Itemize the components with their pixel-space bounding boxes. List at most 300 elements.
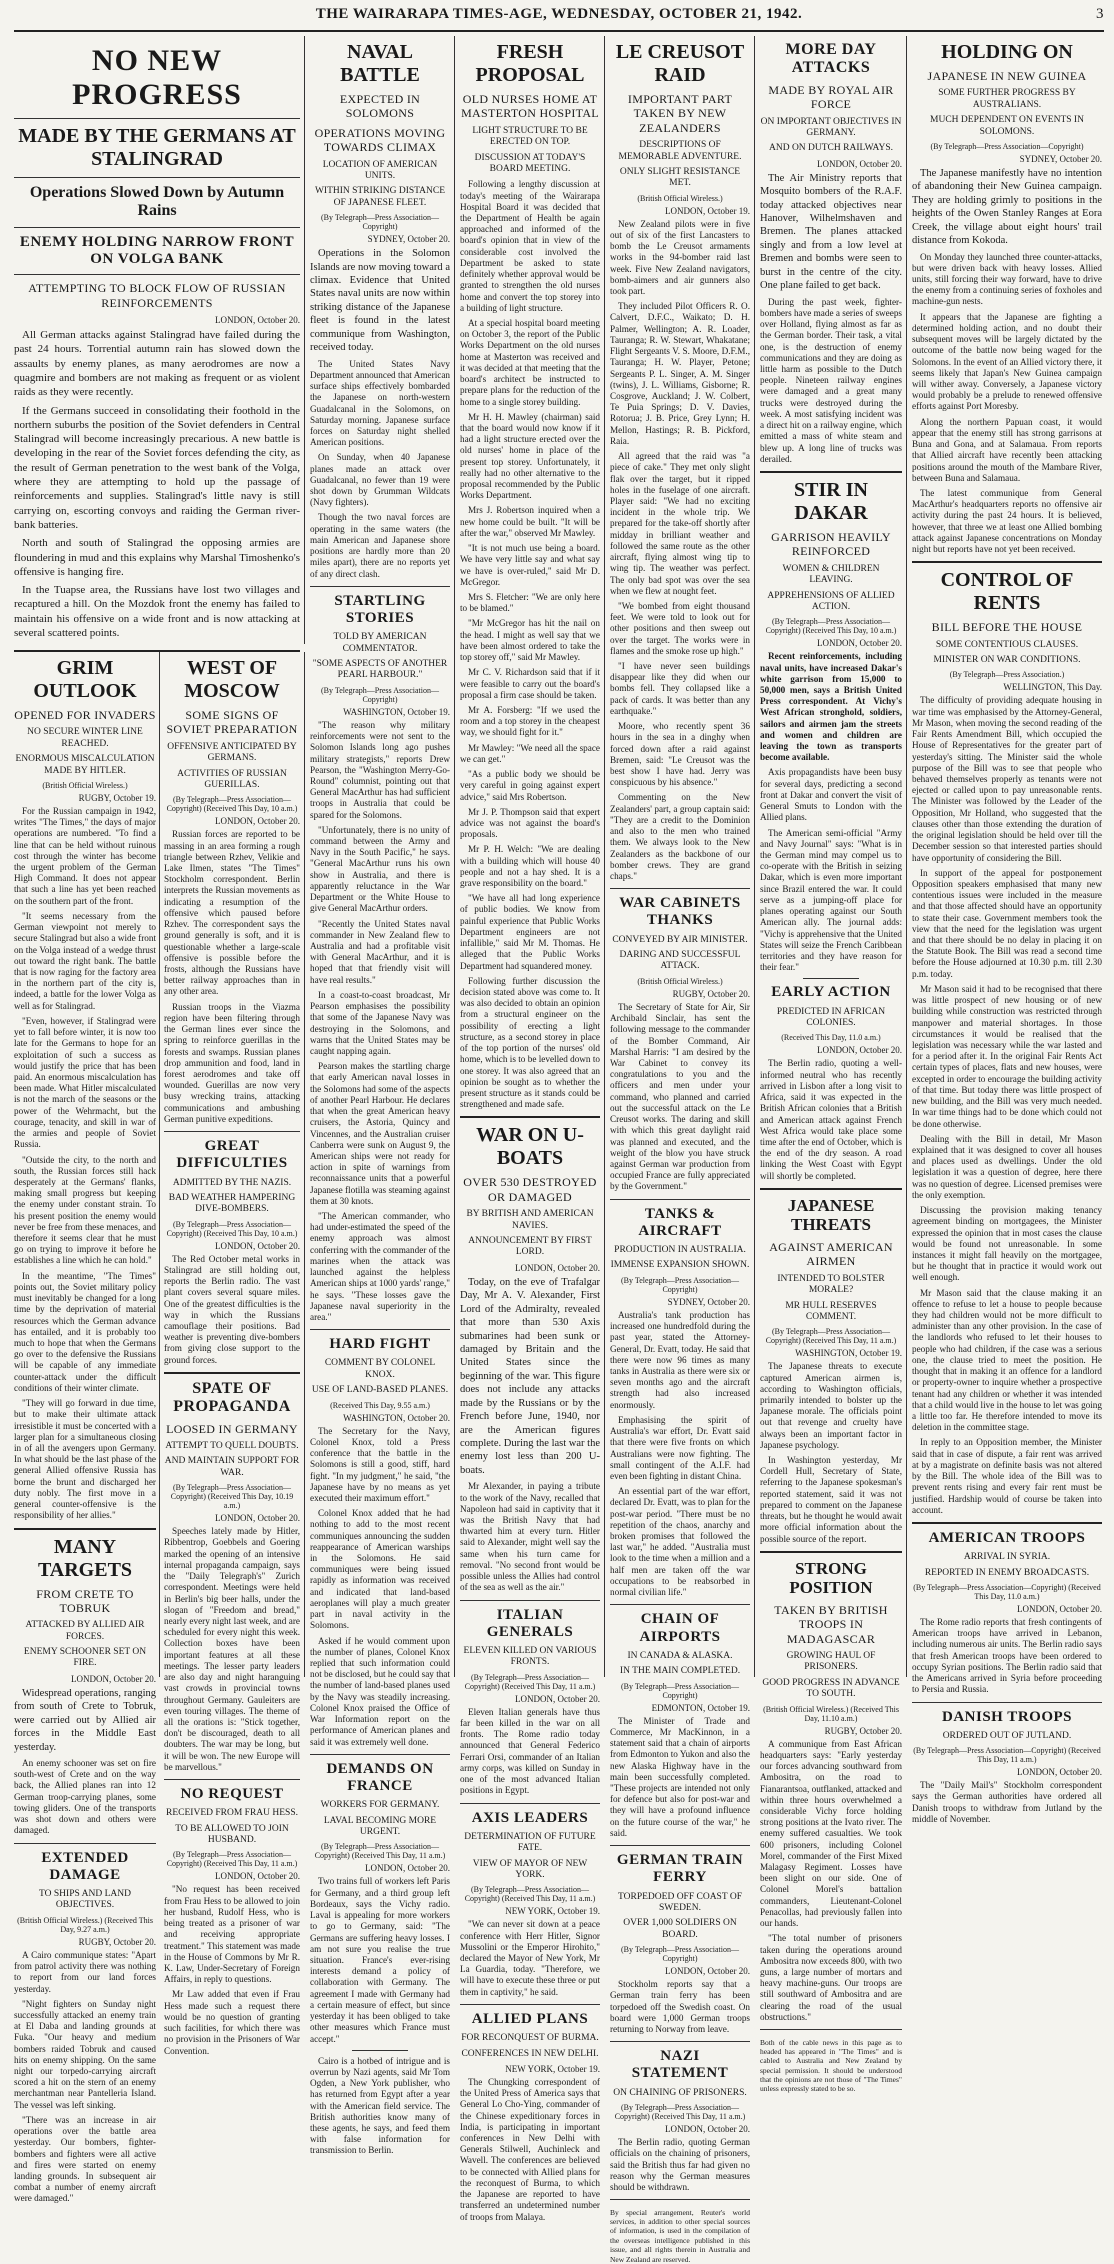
subheadline: TOLD BY AMERICAN COMMENTATOR. [333, 632, 427, 654]
paragraph: "Unfortunately, there is no unity of command between the Army and Navy in the South Pacific," he says. "General MacArthur runs his own show in Australia, and there is apparently reluctance in the War Department or the White House to give General MacArthur orders. [310, 824, 450, 914]
paragraph: "It is not much use being a board. We have very little say and what say we have is over-ruled," said Mr D. McGregor. [460, 543, 600, 587]
credit: (By Telegraph—Press Association—Copyright) (Received This Day, 11 a.m.) [913, 1746, 1101, 1765]
headline: ITALIAN GENERALS [486, 1606, 574, 1640]
paragraph: "Outside the city, to the north and south, the Russian forces still hack desperately at the Germans' flanks, making small progress but keeping the enemy under constant strain. To his present position the enemy would never be free from these menaces, and therefore it seems clear that he must go on trying to improve it before he establishes a line which he can hold." [14, 1154, 156, 1266]
dateline: LONDON, October 20. [1017, 1604, 1102, 1614]
paragraph: "Mr McGregor has hit the nail on the head. I might as well say that we have been almost ordered to take the top storey off," said Mr Mawley. [460, 618, 600, 663]
paragraph: Russian troops in the Viazma region have been filtering through the German lines ever since the spring to reinforce guerillas in the forests and swamps. Russian planes drop ammunition and food, land in forest aerodromes and take off wounded. Guerillas are now very busy wrecking trains, attacking communications and ambushing German punitive expeditions. [164, 1001, 300, 1124]
dateline: SYDNEY, October 20. [367, 234, 450, 245]
paragraph: "The total number of prisoners taken during the operations around Ambositra now exceeds 800, with two guns, a large number of mortars and heavy machine-guns. Our troops are still southward of Ambositra and are clearing the road of the usual obstructions." [760, 1933, 902, 2022]
divider [760, 1188, 902, 1190]
headline: JAPANESE THREATS [787, 1195, 875, 1235]
paragraph: They included Pilot Officers R. O. Calvert, D.F.C., Waikato; D. H. Palmer, Wellington; A. R. Loader, Tauranga; R. W. Stewart, Whakatane; Flight Sergeants V. S. Moore, D.F.M., Tauranga; H. W. Player, Petone; Sergeants P. L. Singer, A. M. Singer (twins), J. L. Williams, Gisborne; R. Cosgrove, Auckland; J. W. Colbert, Te Puia Springs; D. V. Davies, Rotorua; J. B. Price, Grey Lynn; H. Mellon, Hastings; R. B. Pickford, Raia. [610, 301, 750, 446]
dateline: WASHINGTON, October 19. [795, 1348, 902, 1359]
article-grid [14, 32, 1104, 2264]
subheadline: NO SECURE WINTER LINE REACHED. [27, 727, 143, 749]
subheadline: BAD WEATHER HAMPERING DIVE-BOMBERS. [168, 1192, 296, 1215]
subheadline: ARRIVAL IN SYRIA. [963, 1552, 1051, 1563]
subheadline: AND MAINTAIN SUPPORT FOR WAR. [164, 1456, 300, 1478]
paragraph: In a coast-to-coast broadcast, Mr Pearson emphasises the possibility that some of the Japanese Navy was destroying in the Solomons, and warns that the United States may be caught napping again. [310, 989, 450, 1056]
divider [610, 1845, 750, 1846]
subheadline: DARING AND SUCCESSFUL ATTACK. [619, 950, 741, 972]
paragraph: Speeches lately made by Hitler, Ribbentrop, Goebbels and Goering marked the opening of an intensive internal propaganda campaign, says the "Daily Telegraph's" Zurich correspondent. Meetings were held in Berlin's big beer halls, under the slogan of "Freedom and bread," nearly every night last week, and are scheduled for every night this week. Collection boxes have been important features at all these meetings. The lesser party leaders are also day and night haranguing vast crowds in provincial towns throughout Germany. Gauleiters are even touring villages. The theme of all the orations is: "Stick together, don't be discouraged, death to all doubters. The war may be long, but it will be won. The new Europe will be marvellous." [164, 1526, 300, 1772]
divider [610, 2199, 750, 2200]
paragraph: "We can never sit down at a peace conference with Herr Hitler, Signor Mussolini or the Emperor Hirohito," declared the Mayor of New York, Mr La Guardia, today. "Therefore, we will have to execute these three or put them in captivity," he said. [460, 1919, 600, 1997]
paragraph: "It seems necessary from the German viewpoint not merely to secure Stalingrad but also a wide front on the Volga instead of a wedge thrust out toward the right bank. The battle that is now raging for the factory area in the northern part of the city is, indeed, a battle for the lower Volga as well as for Stalingrad. [14, 910, 156, 1011]
column-rule [304, 652, 305, 1677]
paragraph: "Night fighters on Sunday night successfully attacked an enemy train at El Daba and landing grounds at Fuka. "Our heavy and medium bombers raided Tobruk and caused hits on enemy shipping. On the same night our torpedo-carrying aircraft scored a hit on the stern of an enemy merchantman near Pantelleria Island. The vessel was left sinking. [14, 1998, 156, 2110]
subheadline: MADE BY ROYAL AIR FORCE [768, 82, 894, 112]
subheadline: MADE BY THE GERMANS AT STALINGRAD [18, 125, 296, 170]
paragraph: "As a public body we should be very careful in going against expert advice," said Mrs Robertson. [460, 769, 600, 802]
paragraph: The American semi-official "Army and Navy Journal" says: "What is in the German mind may compel us to co-operate with the British in seizing Dakar, which is even more important since Brazil entered the war. It could serve as a jumping-off place for planes operating against our South American ally. The journal adds: "Vichy is apprehensive that the United States will seize the French Caribbean territories and they have reason for their fear." [760, 827, 902, 973]
credit: (By Telegraph—Press Association—Copyright) (Received This Day, 11.0 a.m.) [913, 1583, 1101, 1601]
divider [460, 1600, 600, 1601]
subheadline: SOME CONTENTIOUS CLAUSES. [935, 639, 1079, 650]
subheadline: INTENDED TO BOLSTER MORALE? [777, 1273, 885, 1296]
subheadline: ON CHAINING OF PRISONERS. [613, 2087, 747, 2098]
dateline: LONDON, October 20. [515, 1693, 600, 1704]
subheadline: FROM CRETE TO TOBRUK [36, 1586, 134, 1615]
divider [14, 227, 300, 228]
subheadline: ORDERED OUT OF JUTLAND. [942, 1730, 1072, 1741]
column-rule [159, 652, 160, 1677]
subheadline: ATTACKED BY ALLIED AIR FORCES. [25, 1620, 145, 1642]
headline: GRIM OUTLOOK [33, 657, 137, 702]
paragraph: Mrs J. Robertson inquired when a new home could be built. "It will be after the war," observed Mr Mawley. [460, 505, 600, 538]
headline: STIR IN DAKAR [794, 478, 868, 524]
paragraph: In reply to an Opposition member, the Minister said that in case of dispute, a fair rent was arrived at by a magistrate on definite basis was not altered by the Bill. The whole idea of the Bill was to prevent rents rising and every fair rent must be justified. Hardship would of course be taken into account. [912, 1437, 1102, 1515]
credit: (By Telegraph—Press Association—Copyright) (Received This Day, 11 a.m.) [314, 1842, 446, 1861]
column-6 [760, 36, 902, 2094]
divider [803, 978, 860, 979]
subheadline: AGAINST AMERICAN AIRMEN [769, 1239, 893, 1269]
headline: NO REQUEST [180, 1786, 284, 1803]
divider [352, 2050, 408, 2051]
subheadline: ACTIVITIES OF RUSSIAN GUERILLAS. [177, 768, 287, 790]
subheadline: OLD NURSES HOME AT MASTERTON HOSPITAL [461, 92, 599, 121]
paragraph: Moore, who recently spent 36 hours in the sea in a dinghy when forced down after a raid against Bremen, said: "Le Creusot was the best show I have had. Jerry was conspicuous by his absence." [610, 721, 750, 788]
subheadline: BILL BEFORE THE HOUSE [931, 620, 1083, 635]
credit: (By Telegraph—Press Association—Copyright) (Received This Day, 10 a.m.) [166, 795, 298, 814]
subheadline: ADMITTED BY THE NAZIS. [172, 1177, 292, 1188]
divider [912, 561, 1102, 563]
dateline: LONDON, October 19. [665, 205, 750, 216]
subheadline: WOMEN & CHILDREN LEAVING. [782, 563, 880, 586]
paragraph: The Air Ministry reports that Mosquito bombers of the R.A.F. today attacked objectives near Hanover, Wilhelmshaven and Bremen. The planes attacked singly and from a low level at Bremen and bombs were seen to burst in the centre of the city. One plane failed to get back. [760, 172, 902, 292]
subheadline: BY BRITISH AND AMERICAN NAVIES. [466, 1209, 594, 1231]
paragraph: "They will go forward in due time, but to make their ultimate attack irresistible it must be concerted with a larger plan for a simultaneous closing in of all the avengers upon Germany. In what should be the last phase of the general Allied offensive Russia has borne the brunt and discharged her duty nobly. The first move in a general counter-offensive is the responsibility of her allies." [14, 1398, 156, 1521]
paragraph: Emphasising the spirit of Australia's war effort, Dr. Evatt said that there were five fronts on which Australians were now fighting. The small contingent of the A.I.F. had even been fighting in distant China. [610, 1414, 750, 1481]
headline: STRONG POSITION [789, 1558, 873, 1598]
paragraph: Discussing the provision making tenancy agreement binding on mortgagees, the Minister expressed the opinion that in most cases the clause would be found not unreasonable. In some instances it might fall heavily on the mortgagee, but he thought that in practice it would work out well enough. [912, 1205, 1102, 1283]
paragraph: The "Daily Mail's" Stockholm correspondent says the German authorities have ordered all Danish troops to withdraw from Jutland by the middle of November. [912, 1780, 1102, 1824]
paragraph: The latest communique from General MacArthur's headquarters reports no offensive air activity during the past 24 hours. It is believed, however, that three we at least one Allied bombing attack against Japanese concentrations on Monday night but reports have not yet been received. [912, 487, 1102, 555]
credit: (By Telegraph—Press Association—Copyright) (Received This Day, 11 a.m.) [614, 2103, 746, 2122]
divider [610, 888, 750, 889]
subheadline: LOCATION OF AMERICAN UNITS. [322, 159, 438, 181]
credit: (By Telegraph—Press Association.) [949, 670, 1065, 680]
column-1-lower [14, 652, 156, 2204]
divider [164, 1131, 300, 1132]
subheadline: EXPECTED IN SOLOMONS [339, 92, 421, 121]
paragraph: "Even, however, if Stalingrad were yet to fall before winter, it is now too late for the Germans to hope for an exploitation of such a success as would justify the price that has been paid. An enormous miscalculation has been made. What Hitler miscalculated is not the march of the seasons or the power of the Wehrmacht, but the courage, tenacity, and skill in war of the armies and people of Soviet Russia. [14, 1015, 156, 1150]
paragraph: An enemy schooner was set on fire south-west of Crete and on the way back, the Allied planes ran into 12 German troop-carrying planes, some towing gliders. One of the transports was shot down and others were damaged. [14, 1758, 156, 1836]
column-rule [754, 36, 755, 1677]
paragraph: Mr Law added that even if Frau Hess made such a request there would be no question of granting such facilities, for which there was no provision in the Prisoners of War Convention. [164, 1989, 300, 2056]
subheadline: SOME FURTHER PROGRESS BY AUSTRALIANS. [938, 88, 1076, 110]
subheadline: SOME SIGNS OF SOVIET PREPARATION [166, 708, 298, 737]
credit: (British Official Wireless.) (Received This Day, 11.10 a.m.) [763, 1704, 899, 1723]
paragraph: The Japanese manifestly have no intention of abandoning their New Guinea campaign. They are holding grimly to positions in the heights of the Owen Stanley Ranges at Eora Creek, the village about eight hours' trail distance from Kokoda. [912, 167, 1102, 247]
subheadline: ON IMPORTANT OBJECTIVES IN GERMANY. [760, 116, 902, 138]
subheadline: IMMENSE EXPANSION SHOWN. [610, 1260, 750, 1271]
paragraph: "Recently the United States naval commander in New Zealand flew to Australia and had a profitable visit with General MacArthur, and it is hoped that that friendly visit will have real results." [310, 918, 450, 985]
dateline: RUGBY, October 20. [672, 988, 750, 999]
dateline: LONDON, October 20. [365, 1863, 450, 1874]
subheadline: IN CANADA & ALASKA. [627, 1650, 733, 1661]
divider [610, 1604, 750, 1605]
paragraph: The Japanese threats to execute captured American airmen is, according to Washington officials, primarily intended to bolster up the Japanese morale. The officials point out that revenge and cruelty have always been an important factor in Japanese psychology. [760, 1361, 902, 1450]
subheadline: REPORTED IN ENEMY BROADCASTS. [924, 1567, 1090, 1578]
paragraph: Mr A. Forsberg: "If we used the room and a top storey in the cheapest way, we should fight for it." [460, 704, 600, 738]
subheadline: WORKERS FOR GERMANY. [320, 1800, 440, 1811]
paragraph: Mr Mawley: "We need all the space we can get." [460, 742, 600, 764]
subheadline: PRODUCTION IN AUSTRALIA. [614, 1245, 746, 1256]
subheadline: IN THE MAIN COMPLETED. [619, 1666, 741, 1677]
subheadline: MINISTER ON WAR CONDITIONS. [933, 655, 1081, 666]
paragraph: Widespread operations, ranging from south of Crete to Tobruk, were carried out by Allied air forces in the Middle East yesterday. [14, 1687, 156, 1753]
divider [610, 1199, 750, 1200]
dateline: EDMONTON, October 19. [651, 1702, 750, 1713]
paragraph: Stockholm reports say that a German train ferry has been torpedoed off the Swedish coast. On board were 1,000 German troops returning to Norway from leave. [610, 1979, 750, 2034]
dateline: RUGBY, October 19. [78, 792, 156, 803]
paragraph: An essential part of the war effort, declared Dr. Evatt, was to plan for the post-war period. "There must be no repetition of the chaos, anarchy and broken promises that followed the last war," he added. "Australia must look to the time when a million and a half men are taken off the war occupations to be reabsorbed in normal civilian life." [610, 1486, 750, 1598]
paragraph: During the past week, fighter-bombers have made a series of sweeps over Holland, flying almost as far as the German border. Their task, a vital one, is the destruction of enemy communications and they are doing as little harm as possible to the Dutch people. Nineteen railway engines were damaged and a great many trucks were destroyed during the week. A most satisfying incident was a direct hit on a railway engine, which emitted a mass of white steam and blew up. A long line of trucks was derailed. [760, 296, 902, 464]
paragraph: North and south of Stalingrad the opposing armies are floundering in mud and this explains why Marshal Timoshenko's offensive is hanging fire. [14, 537, 300, 578]
credit: (British Official Wireless.) [637, 976, 723, 986]
paragraph: Colonel Knox added that he had nothing to add to the most recent communiques announcing the sudden reappearance of American warships in the Solomons. He said communiques were being issued rapidly as information was received and indicated that land-based aeroplanes will play a much greater part in naval activity in the Solomons. [310, 1508, 450, 1631]
headline: CHAIN OF AIRPORTS [639, 1611, 721, 1645]
dateline: LONDON, October 20. [71, 1673, 156, 1684]
headline: GREAT DIFFICULTIES [176, 1138, 288, 1172]
paragraph: Along the northern Papuan coast, it would appear that the enemy still has strong garrisons at Buna and Gona, and at Salamaua. From reports that Allied aircraft have recently been attacking positions around the mouth of the Mambare River, between Buna and Salamaua. [912, 416, 1102, 483]
dateline: LONDON, October 20. [665, 2124, 750, 2135]
subheadline: OVER 530 DESTROYED OR DAMAGED [463, 1175, 597, 1204]
paragraph: Operations in the Solomon Islands are now moving toward a climax. Evidence that United States naval units are now within striking distance of the Japanese fleet is found in the latest communique from Washington, received today. [310, 248, 450, 354]
divider [460, 1803, 600, 1804]
paragraph: Mrs S. Fletcher: "We are only here to be blamed." [460, 592, 600, 614]
headline: DANISH TROOPS [941, 1708, 1072, 1725]
divider [14, 274, 300, 275]
subheadline: JAPANESE IN NEW GUINEA [927, 69, 1087, 83]
column-3 [310, 36, 450, 2156]
headline: NAVAL BATTLE [340, 41, 420, 86]
column-rule [906, 36, 907, 1677]
paragraph: Mr C. V. Richardson said that if it were feasible to carry out the board's proposal a firm case should be taken. [460, 667, 600, 700]
paragraph: Cairo is a hotbed of intrigue and is overrun by Nazi agents, said Mr Tom Ogden, a New York publisher, who has returned from Egypt after a year with the American field service. The British authorities know many of these agents, he says, and feed them with false information for transmission to Berlin. [310, 2055, 450, 2156]
dateline: LONDON, October 20. [515, 1262, 600, 1273]
subheadline: FOR RECONQUEST OF BURMA. [461, 2033, 599, 2044]
paragraph: For the Russian campaign in 1942, writes "The Times," the days of major operations are numbered. "To find a line that can be held without ruinous cost through the winter has become the urgent problem of the German High Command. It does not appear that such a line has yet been reached on the southern part of the front. [14, 805, 156, 906]
paragraph: All German attacks against Stalingrad have failed during the past 24 hours. Torrential autumn rain has slowed down the assaults by enemy planes, as many aerodromes are now a quagmire and bombers are not making as frequent or as violent raids as they were recently. [14, 329, 300, 399]
headline: WAR CABINETS THANKS [619, 895, 741, 929]
paragraph: "No request has been received from Frau Hess to be allowed to join her husband, Rudolf Hess, who is being treated as a prisoner of war and receiving appropriate treatment." This statement was made in the House of Commons by Mr R. K. Law, Under-Secretary of Foreign Affairs, in reply to questions. [164, 1884, 300, 1985]
headline: MORE DAY ATTACKS [785, 41, 877, 77]
paragraph: The Red October metal works in Stalingrad are still holding out, reports the Berlin radio. The vast plant covers several square miles. One of the greatest difficulties is the way in which the Russians camouflage their positions. Bad weather is preventing dive-bombers from giving close support to the ground forces. [164, 1253, 300, 1365]
paragraph: Dealing with the Bill in detail, Mr Mason explained that it was designed to cover all houses and places used as dwellings. Under the old legislation it was a question of degree, here there was no question of degree. Licensed premises were the only exemption. [912, 1133, 1102, 1200]
divider [460, 1116, 600, 1118]
headline: NAZI STATEMENT [631, 2048, 729, 2082]
subheadline: "SOME ASPECTS OF ANOTHER PEARL HARBOUR." [312, 659, 448, 681]
subheadline: AND ON DUTCH RAILWAYS. [768, 143, 894, 154]
divider [310, 1754, 450, 1755]
headline: TANKS & AIRCRAFT [638, 1205, 722, 1239]
credit: (By Telegraph—Press Association—Copyright) [930, 141, 1084, 151]
page-number: 3 [1096, 6, 1104, 22]
column-4 [460, 36, 600, 2222]
subheadline: DESCRIPTIONS OF MEMORABLE ADVENTURE. [618, 140, 742, 162]
headline: FRESH PROPOSAL [475, 41, 585, 86]
dateline: LONDON, October 20. [215, 1240, 300, 1251]
paragraph: Mr Mason said that the clause making it an offence to refuse to let a house to people because they had children would not be more difficult to administer than any other provision. In the case of the landlords who refused to let their houses to people who had children, if the case was a serious one, the clause tried to meet the position. He thought that in making it an offence for a landlord or property-owner to inquire whether a prospective tenant had any children or whether it was intended that a child would live in the house to let was going a little too far. He therefore intended to move its deletion in the committee stage. [912, 1287, 1102, 1433]
divider [760, 1551, 902, 1553]
divider [610, 2041, 750, 2042]
credit: (By Telegraph—Press Association—Copyright) [321, 213, 439, 232]
paragraph: The Rome radio reports that fresh contingents of American troops have arrived in Lebanon, including numerous air units. The Berlin radio says that fresh American troops have been ordered to occupy Syrian positions. The Berlin radio said that the Americans arrived in Syria before proceeding to Persia and Russia. [912, 1617, 1102, 1695]
paragraph: Following a lengthy discussion at today's meeting of the Wairarapa Hospital Board it was decided that the Department of Health be again approached and informed of the board's opinion that in view of the considerable cost involved the Department be asked to state definitely whether approval would be granted to strengthen the old nurses home and convert the top storey into a building of light structure. [460, 179, 600, 313]
subheadline: ATTEMPTING TO BLOCK FLOW OF RUSSIAN REINFORCEMENTS [28, 281, 286, 310]
paragraph: A communique from East African headquarters says: "Early yesterday our forces advancing southward from Ambositra, on the road to Fianarantsoa, outflanked, attacked and within three hours overwhelmed a considerable Vichy force holding strong positions at the Ivato river. The enemy suffered casualties. We took 600 prisoners, including Colonel Morel, commander of the First Mixed Malagasy Regiment. Losses have been slight on our side. One of Colonel Morel's battalion commanders, Lieutenant-Colonel Penacollas, had previously fallen into our hands. [760, 1738, 902, 1929]
paragraph: A Cairo communique states: "Apart from patrol activity there was nothing to report from our land forces yesterday. [14, 1949, 156, 1994]
subheadline: Operations Slowed Down by Autumn Rains [29, 184, 285, 220]
subheadline: ENORMOUS MISCALCULATION MADE BY HITLER. [15, 754, 155, 776]
paragraph: On Sunday, when 40 Japanese planes made an attack over Guadalcanal, no fewer than 19 were shot down by Grumman Wildcats (Navy fighters). [310, 452, 450, 508]
divider [310, 1329, 450, 1330]
headline: ALLIED PLANS [471, 2010, 589, 2027]
credit: (By Telegraph—Press Association—Copyright) (Received This Day, 11 a.m.) [464, 1885, 596, 1904]
dateline: SYDNEY, October 20. [667, 1296, 750, 1307]
subheadline: TAKEN BY BRITISH TROOPS IN MADAGASCAR [774, 1602, 888, 1646]
credit: (By Telegraph—Press Association—Copyright) (Received This Day, 10 a.m.) [166, 1219, 298, 1238]
subheadline: MR HULL RESERVES COMMENT. [785, 1300, 877, 1322]
subheadline: OFFENSIVE ANTICIPATED BY GERMANS. [167, 741, 297, 764]
headline: MANY TARGETS [37, 1535, 133, 1581]
paragraph: The Minister of Trade and Commerce, Mr MacKinnon, in a statement said that a chain of airports from Edmonton to Yukon and also the new Alaska Highway have in the main been successfully completed. "These projects are intended not only for defence but also for post-war and they will have a profound influence on the future course of the war," he said. [610, 1715, 751, 1838]
subheadline: WITHIN STRIKING DISTANCE OF JAPANESE FLEET. [314, 186, 446, 208]
credit: (British Official Wireless.) [637, 193, 723, 203]
paragraph: "I have never seen buildings disappear like they did when our bombs fell. They collapsed like a pack of cards. It was better than any earthquake." [610, 661, 750, 716]
credit: (British Official Wireless.) (Received This Day, 9.27 a.m.) [17, 1915, 153, 1934]
paragraph: Following further discussion the decision stated above was come to. It was also decided to obtain an opinion from a structural engineer on the possibility of erecting a light structure, as a second storey in place of the top portion of the nurses' old home, which is to be levelled down to one storey. It was also agreed that an opinion be sought as to whether the present structure as it stands could be strengthened and made safe. [460, 975, 600, 1110]
subheadline: ENEMY HOLDING NARROW FRONT ON VOLGA BANK [19, 233, 295, 268]
headline: NO NEW PROGRESS [72, 44, 242, 111]
column-rule [304, 36, 305, 644]
credit: (By Telegraph—Press Association—Copyright) [621, 1945, 739, 1964]
divider [164, 1372, 300, 1374]
credit: (By Telegraph—Press Association—Copyright) [621, 1681, 739, 1700]
headline: STARTLING STORIES [334, 592, 426, 627]
dateline: LONDON, October 20. [817, 158, 902, 169]
subheadline: DISCUSSION AT TODAY'S BOARD MEETING. [474, 152, 586, 174]
subheadline: MUCH DEPENDENT ON EVENTS IN SOLOMONS. [930, 115, 1084, 137]
subheadline: CONFERENCES IN NEW DELHI. [461, 2048, 599, 2059]
paragraph: If the Germans succeed in consolidating their foothold in the northern suburbs the position of the Soviet defenders in Central Stalingrad will become increasingly precarious. A new battle is developing in the rear of the Soviet forces defending the city, as the result of German penetration to the west bank of the Volga, where they are attempting to hold up the passage of reinforcements and supplies. Stalingrad's little navy is still carrying on, escorting convoys and raiding the German river-bank batteries. [14, 404, 300, 531]
subheadline: COMMENT BY COLONEL KNOX. [324, 1358, 436, 1380]
paragraph: "We have all had long experience of public bodies. We know from painful experience that Public Works Department engineers are not infallible," said Mr M. Thomas. He alleged that the Public Works Department had squandered money. [460, 893, 600, 971]
headline: SPATE OF PROPAGANDA [173, 1379, 291, 1416]
subheadline: LIGHT STRUCTURE TO BE ERECTED ON TOP. [472, 125, 588, 148]
paragraph: New Zealand pilots were in five out of six of the first Lancasters to bomb the Le Creusot armaments works in the 94-bomber raid last week. Five New Zealand navigators, bomb-aimers and air gunners also took part. [610, 218, 750, 297]
dateline: SYDNEY, October 20. [1019, 153, 1102, 164]
paragraph: The Berlin radio, quoting German officials on the chaining of prisoners, said the British thus far had given no reason why the German measures should be withdrawn. [610, 2137, 750, 2192]
paragraph: At a special hospital board meeting on October 3, the report of the Public Works Department on the old nurses home at Masterton was received and it was decided at that meeting that the board's architect be instructed to prepare plans for the reduction of the home to a single storey building. [460, 317, 600, 407]
paragraph: All agreed that the raid was "a piece of cake." They met only slight flak over the target, but it ripped holes in the fuselage of one aircraft. Player said: "We had no exciting incident in the whole trip. We prepared for the take-off shortly after midday in brilliant weather and followed the same route as the other aircraft, flying almost wing tip to wing tip. The weather was perfect. The only bad spot was over the sea when we flew at nought feet. [610, 451, 750, 596]
paragraph: Pearson makes the startling charge that early American naval losses in the Solomons had some of the aspects of another Pearl Harbour. He declares that when the great American heavy cruisers, the Astoria, Quincy and Vincennes, and the Australian cruiser Canberra were sunk on August 9, the American ships were not ready for action in spite of warnings from reconnaissance units that a powerful Japanese flotilla was steaming against them at 30 knots. [310, 1061, 450, 1206]
paragraph: Asked if he would comment upon the number of planes, Colonel Knox replied that such information could not be disclosed, but he could say that the number of land-based planes used by the Navy was steadily increasing. Colonel Knox praised the Office of War Information report on the performance of American planes and said it was extremely well done. [310, 1635, 450, 1747]
credit: (By Telegraph—Press Association—Copyright) (Received This Day, 10.19 a.m.) [170, 1483, 294, 1511]
paragraph: Though the two naval forces are operating in the same waters (the main American and Japanese shore positions are hardly more than 20 miles apart), there are no reports yet of any direct clash. [310, 512, 450, 579]
dateline: LONDON, October 20. [665, 1966, 750, 1977]
divider [14, 118, 300, 119]
headline: HARD FIGHT [329, 1336, 431, 1353]
paragraph: Mr J. P. Thompson said that expert advice was not against the board's proposals. [460, 806, 600, 840]
paragraph: The United States Navy Department announced that American surface ships effectively bombarded the Japanese on north-western Guadalcanal in the Solomons, on Saturday morning. Japanese surface forces on Saturday night shelled American positions. [310, 358, 450, 448]
masthead [14, 6, 1104, 32]
paragraph: Today, on the eve of Trafalgar Day, Mr A. V. Alexander, First Lord of the Admiralty, revealed that more than 530 Axis submarines had been sunk or damaged by Britain and the United States since the beginning of the war. This figure does not include any attacks made by the Russians or by the French before June, 1940, nor are the American figures complete. During the last war the enemy lost less than 200 U-boats. [460, 1276, 600, 1476]
paragraph: Mr Alexander, in paying a tribute to the work of the Navy, recalled that Napoleon had said in captivity that it was the British Navy that had thwarted him at every turn. Hitler said to Alexander, might well say the same when his turn came for removal. "No second front would be possible unless the Allies had control of the sea as well as the air." [460, 1481, 600, 1593]
paragraph: In the meantime, "The Times" points out, the Soviet military policy must inevitably be changed for a long time by the deprivation of material resources which the German advance has entailed, and it is probably too much to hope that when the Germans go over to the defensive the Russians will be capable of any immediate counter-attack under the difficult conditions of their winter climate. [14, 1270, 156, 1393]
divider [912, 1522, 1102, 1524]
paragraph: "The reason why military reinforcements were not sent to the Solomon Islands long ago pushes military strategists," reports Drew Pearson, the "Washington Merry-Go-Round" columnist, pointing out that General MacArthur has had sufficient troops in Australia that could be spared for the Solomons. [310, 719, 450, 820]
dateline: WELLINGTON, This Day. [1003, 682, 1102, 693]
paragraph: "The American commander, who had under-estimated the speed of the enemy approach was almost conferring with the commander of the marines when the attack was launched against the helpless American ships at 1000 yards' range," he says. "These losses gave the Japanese naval superiority in the area." [310, 1211, 450, 1322]
dateline: LONDON, October 20. [215, 315, 300, 326]
subheadline: ONLY SLIGHT RESISTANCE MET. [619, 166, 741, 189]
divider [14, 177, 300, 178]
headline: AXIS LEADERS [471, 1809, 589, 1826]
divider [310, 586, 450, 587]
dateline: WASHINGTON, October 20. [343, 1412, 450, 1423]
divider [760, 2029, 902, 2030]
subheadline: TO SHIPS AND LAND OBJECTIVES. [39, 1889, 131, 1911]
paragraph: Australia's tank production has increased one hundredfold during the past year, stated the Attorney-General, Dr. Evatt, today. He said that there were now 96 times as many tanks in Australia as there were six or seven months ago and the aircraft strength had also increased enormously. [610, 1309, 750, 1410]
subheadline: LOOSED IN GERMANY [166, 1421, 298, 1436]
paragraph: "We bombed from eight thousand feet. We were told to look out for other positions and then sweep out over the target. The works were in flames and the smoke rose up high." [610, 600, 750, 656]
paragraph: Recent reinforcements, including naval units, have increased Dakar's white garrison from 15,000 to 50,000 men, says a British United Press correspondent. At Vichy's West African stronghold, soldiers, sailors and airmen jam the streets and women and children are leaving the town as transports become available. [760, 651, 902, 763]
divider [912, 1702, 1102, 1703]
dateline: LONDON, October 20. [215, 816, 300, 827]
dateline: LONDON, October 20. [1017, 1767, 1102, 1778]
headline: CONTROL OF RENTS [940, 569, 1074, 615]
divider [164, 1779, 300, 1780]
subheadline: PREDICTED IN AFRICAN COLONIES. [776, 1006, 886, 1029]
divider [14, 1528, 156, 1530]
masthead-title: THE WAIRARAPA TIMES-AGE, WEDNESDAY, OCTOBER 21, 1942. [315, 6, 803, 22]
article-stalingrad [14, 36, 300, 642]
paragraph: Commenting on the New Zealanders' part, a group captain said: "They are a credit to the Dominion and also to the men who trained them. We always look to the New Zealanders as the backbone of our bomber crews. They are grand chaps." [610, 792, 750, 881]
dateline: LONDON, October 20. [817, 1045, 902, 1056]
paragraph: Axis propagandists have been busy for several days, predicting a second front at Dakar and convert the visit of General Smuts to London with the Allied plans. [760, 767, 902, 823]
dateline: LONDON, October 20. [817, 638, 902, 649]
footnote: By special arrangement, Reuter's world services, in addition to other special sources of information, is used in the compilation of the overseas intelligence published in this issue, and all rights therein in Australia and New Zealand are reserved. [610, 2207, 750, 2264]
headline: EXTENDED DAMAGE [41, 1849, 129, 1883]
subheadline: OVER 1,000 SOLDIERS ON BOARD. [623, 1918, 737, 1940]
footnote: Both of the cable news in this page as to headed has appeared in "The Times" and is cabled to Australia and New Zealand by special permission. It should be understood that the opinions are not those of "The Times" unless expressly stated to be so. [760, 2037, 902, 2094]
divider [14, 1843, 156, 1844]
subheadline: TO BE ALLOWED TO JOIN HUSBAND. [175, 1823, 289, 1846]
subheadline: IMPORTANT PART TAKEN BY NEW ZEALANDERS [627, 92, 733, 135]
headline: EARLY ACTION [771, 984, 891, 1001]
subheadline: GROWING HAUL OF PRISONERS. [786, 1651, 876, 1673]
dateline: RUGBY, October 20. [824, 1725, 902, 1736]
credit: (Received This Day, 9.55 a.m.) [330, 1400, 430, 1410]
credit: (By Telegraph—Press Association—Copyright) (Received This Day, 10 a.m.) [765, 617, 897, 636]
credit: (By Telegraph—Press Association—Copyright) [321, 685, 439, 704]
credit: (By Telegraph—Press Association—Copyright) (Received This Day, 11 a.m.) [166, 1850, 298, 1869]
subheadline: APPREHENSIONS OF ALLIED ACTION. [767, 590, 895, 612]
paragraph: Russian forces are reported to be massing in an area forming a rough triangle between Rzhev, Velikie and Lake Ilmen, states "The Times" Stockholm correspondent. Berlin interprets the Russian movements as indicating a resumption of the offensive which paused before Rzhev. The correspondent says the ground generally is soft, and it is questionable whether a large-scale offensive is possible before the frosts, although the Russians have better railway approaches than in any other area. [164, 829, 300, 997]
divider [460, 2004, 600, 2005]
subheadline: GOOD PROGRESS IN ADVANCE TO SOUTH. [762, 1677, 900, 1700]
dateline: WASHINGTON, October 19. [343, 706, 450, 717]
headline: HOLDING ON [941, 41, 1073, 63]
paragraph: The Secretary of State for Air, Sir Archibald Sinclair, has sent the following message to the commander of the Bomber Command, Air Marshal Harris: "I am desired by the War Cabinet to convey its congratulations to you and the officers and men under your command, who planned and carried out the successful attack on the Le Creusot works. The daring and skill with which this great daylight raid was planned and executed, and the weight of the blow you have struck against German war production from occupied France are fully appreciated by the Government." [610, 1001, 750, 1192]
dateline: NEW YORK, October 19. [505, 2063, 600, 2074]
column-rule [604, 36, 605, 1677]
subheadline: ATTEMPT TO QUELL DOUBTS. [165, 1441, 299, 1452]
paragraph: Eleven Italian generals have thus far been killed in the war on all fronts. The Rome radio today announced that General Federico Ferrari Orsi, commander of an Italian army corps, was killed on Sunday in one of the most advanced Italian positions in Egypt. [460, 1706, 600, 1796]
paragraph: In the Tuapse area, the Russians have lost two villages and recaptured a hill. On the Mozdok front the enemy has failed to maintain his offensive on a wide front and is now attacking at several scattered points. [14, 584, 300, 639]
credit: (British Official Wireless.) [42, 780, 128, 790]
dateline: LONDON, October 20. [215, 1871, 300, 1882]
paragraph: The Chungking correspondent of the United Press of America says that General Lo Cho-Ying, commander of the Chinese expeditionary forces in India, is participating in important conferences in New Delhi with Generals Stilwell, Auchinleck and Wavell. The conferences are believed to be connected with Allied plans for the reconquest of Burma, to which the Japanese are reported to have transferred an undetermined number of troops from Malaya. [460, 2076, 600, 2222]
headline: GERMAN TRAIN FERRY [616, 1852, 744, 1886]
dateline: NEW YORK, October 19. [505, 1906, 600, 1917]
subheadline: RECEIVED FROM FRAU HESS. [166, 1808, 298, 1819]
headline: WEST OF MOSCOW [184, 657, 280, 702]
subheadline: OPERATIONS MOVING TOWARDS CLIMAX [314, 125, 446, 155]
divider [760, 471, 902, 473]
subheadline: ELEVEN KILLED ON VARIOUS FRONTS. [463, 1646, 597, 1668]
subheadline: TORPEDOED OFF COAST OF SWEDEN. [618, 1891, 742, 1913]
subheadline: ENEMY SCHOONER SET ON FIRE. [23, 1647, 147, 1669]
subheadline: LAVAL BECOMING MORE URGENT. [323, 1815, 437, 1838]
paragraph: "There was an increase in air operations over the battle area yesterday. Our bombers, fighter-bombers and fighters were all active and fires were started on enemy landing grounds. In subsequent air combat a number of enemy aircraft were damaged." [14, 2114, 156, 2204]
dateline: RUGBY, October 20. [78, 1936, 156, 1947]
paragraph: On Monday they launched three counter-attacks, but were driven back with heavy losses. Allied units, still forcing their way forward, have to drive the enemy from a continuing series of foxholes and machine-gun nests. [912, 251, 1102, 307]
subheadline: USE OF LAND-BASED PLANES. [311, 1385, 449, 1396]
subheadline: OPENED FOR INVADERS [14, 708, 156, 722]
paragraph: Two trains full of workers left Paris for Germany, and a third group left Bordeaux, says the Vichy radio. Laval is appealing for more workers to go to Germany, said: "The Germans are suffering heavy losses. I am not sure you realise the true situation. France's ever-rising interests demand a policy of collaboration with Germany. The agreement I made with Germany had a certain measure of effect, but since yesterday it has been obliged to take other measures which France must accept." [310, 1876, 450, 2044]
column-7 [912, 36, 1102, 1824]
paragraph: The Secretary for the Navy, Colonel Knox, told a Press conference that the battle in the Solomons is still a good, stiff, hard fight. "In my judgment," he said, "the Japanese have by no means as yet executed their maximum effort." [310, 1425, 450, 1503]
paragraph: In support of the appeal for postponement Opposition speakers emphasised that many new contentious issues were included in the measure and that those affected should have an opportunity to state their case. Government members took the view that the need for the legislation was urgent and that there should be no delay in placing it on the Statute Book. The Bill was read a second time before the House adjourned at 10.30 p.m. till 2.30 p.m. today. [912, 867, 1102, 979]
credit: (By Telegraph—Press Association—Copyright) (Received This Day, 11 a.m.) [464, 1672, 596, 1691]
paragraph: Mr Mason said it had to be recognised that there was little prospect of new housing or of new building while construction was restricted through manpower and material shortages. In those circumstances it would be realised that the legislation was necessary while the war lasted and for a period after it. In the original Fair Rents Act certain types of places, flats and new houses, were excepted in order to encourage the building activity of that time. But today there was little prospect of new building, and the Bill was very much needed. In war time things had to be done which could not be done otherwise. [912, 983, 1102, 1129]
paragraph: Mr H. H. Mawley (chairman) said that the board would now know if it had a light structure erected over the old nurses' home in place of the present top storey. Unfortunately, it really had no other alternative to the proposal recommended by the Public Works Department. [460, 411, 600, 501]
headline: WAR ON U-BOATS [476, 1124, 584, 1170]
headline: LE CREUSOT RAID [615, 41, 745, 86]
paragraph: In Washington yesterday, Mr Cordell Hull, Secretary of State, referring to the Japanese spokesman's reported statement, said it was not prepared to comment on the Japanese threats, but he thought he would await more official information about the possible source of the report. [760, 1455, 902, 1544]
column-5 [610, 36, 751, 2264]
headline: DEMANDS ON FRANCE [326, 1760, 434, 1795]
subheadline: DETERMINATION OF FUTURE FATE. [464, 1831, 596, 1854]
paragraph: It appears that the Japanese are fighting a determined holding action, and no doubt their subsequent moves will be largely dictated by the outcome of the battle now being waged for the Solomons. In the event of an Allied victory there, it seems likely that Japan's New Guinea campaign will wither away. Conversely, a Japanese victory would probably be a prelude to renewed offensive efforts against Port Moresby. [912, 311, 1102, 412]
column-2-lower [164, 652, 300, 2056]
subheadline: CONVEYED BY AIR MINISTER. [612, 934, 748, 945]
paragraph: The Berlin radio, quoting a well-informed neutral who has recently arrived in Lisbon after a long visit to Africa, said it was expected in the British African colonies that a British and American attack against French West Africa would take place some time after the end of October, which is the end of the dry season. A road linking the West Coast with Egypt will shortly be completed. [760, 1058, 902, 1181]
